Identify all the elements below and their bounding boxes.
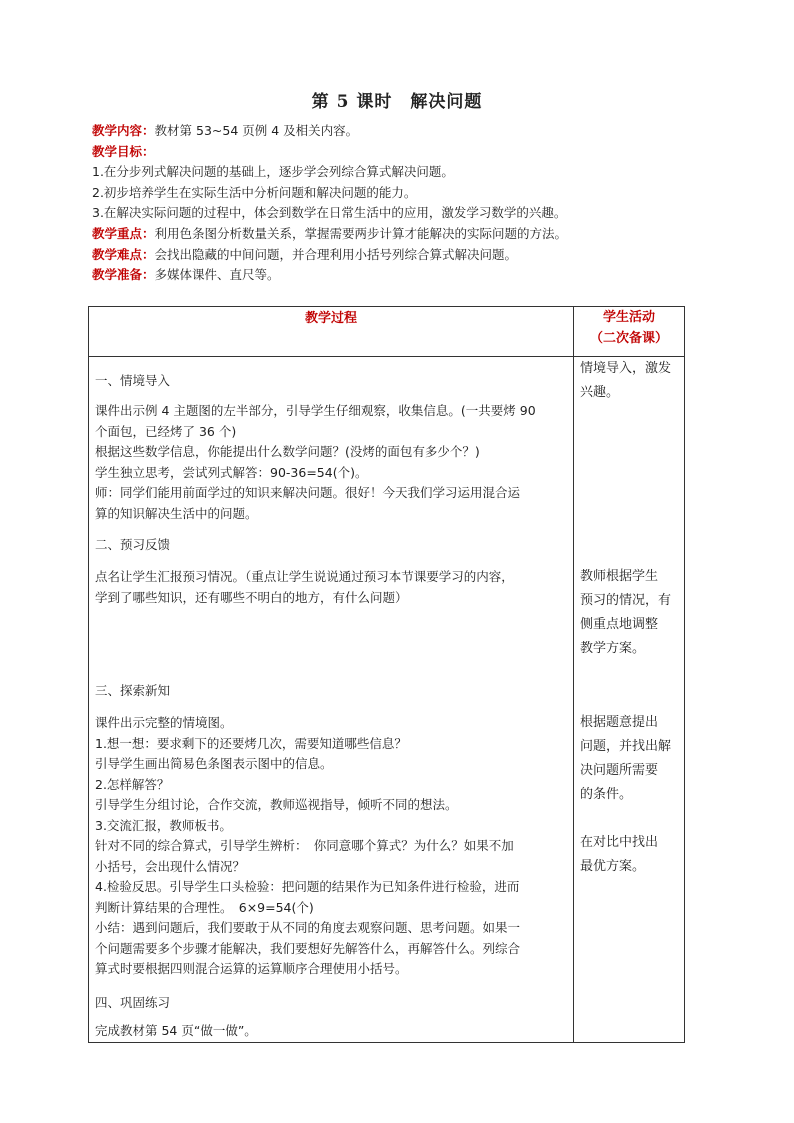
activity-note	[580, 357, 678, 405]
text-line: 学到了哪些知识，还有哪些不明白的地方，有什么问题）	[95, 589, 408, 605]
text-line: 课件出示完整的情境图。	[95, 715, 233, 730]
table-body-row	[89, 357, 685, 1043]
note-line: 问题，并找出解	[580, 739, 672, 754]
key-row	[92, 224, 712, 245]
section-title: 一、情境导入	[95, 373, 171, 388]
goal-item: 1.在分步列式解决问题的基础上，逐步学会列综合算式解决问题。	[92, 164, 454, 180]
text-line: 师：同学们能用前面学过的知识来解决问题。很好！今天我们学习运用混合运	[95, 485, 521, 500]
content-text: 教材第 53~54 页例 4 及相关内容。	[154, 123, 359, 138]
section-title: 四、巩固练习	[95, 995, 171, 1010]
note-line: 预习的情况，有	[580, 593, 672, 608]
text-line: 1.想一想：要求剩下的还要烤几次，需要知道哪些信息？	[95, 735, 407, 751]
table-header-row	[89, 307, 685, 357]
text-line: 2.怎样解答？	[95, 776, 170, 792]
lesson-meta	[92, 121, 712, 286]
note-line: 的条件。	[580, 787, 633, 802]
difficulty-text: 会找出隐藏的中间问题，并合理利用小括号列综合算式解决问题。	[154, 246, 518, 262]
activity-note	[580, 565, 678, 661]
key-label: 教学重点：	[92, 225, 155, 241]
header-side-line-2: （二次备课）	[589, 331, 668, 346]
content-row	[92, 121, 712, 142]
text-line: 点名让学生汇报预习情况。（重点让学生说说通过预习本节课要学习的内容，	[95, 569, 514, 584]
key-text: 利用色条图分析数量关系，掌握需要两步计算才能解决的实际问题的方法。	[154, 225, 568, 241]
section-1-body	[95, 401, 567, 524]
text-line: 个面包，已经烤了 36 个)	[95, 423, 237, 439]
text-line: 针对不同的综合算式，引导学生辨析： 你同意哪个算式？为什么？如果不加	[95, 838, 514, 853]
section-title: 三、探索新知	[95, 683, 171, 698]
section-2-body	[95, 567, 567, 608]
note-line: 最优方案。	[580, 859, 646, 874]
text-line: 引导学生画出简易色条图表示图中的信息。	[95, 756, 333, 771]
section-title: 二、预习反馈	[95, 537, 171, 552]
activity-note	[580, 831, 678, 879]
difficulty-label: 教学难点：	[92, 246, 155, 262]
lesson-table	[88, 306, 685, 1043]
section-4-body	[95, 1021, 567, 1042]
difficulty-row	[92, 245, 712, 266]
section-3-body	[95, 713, 567, 980]
text-line: 根据这些数学信息，你能提出什么数学问题？(没烤的面包有多少个？)	[95, 444, 480, 459]
prep-label: 教学准备：	[92, 267, 155, 283]
note-line: 侧重点地调整	[580, 617, 659, 632]
note-line: 教师根据学生	[580, 569, 659, 584]
student-activity-cell	[574, 357, 685, 1043]
header-side-line-1: 学生活动	[602, 310, 655, 325]
note-line: 教学方案。	[580, 641, 646, 656]
header-student-activity	[574, 307, 685, 357]
content-label: 教学内容：	[92, 123, 155, 138]
note-line: 在对比中找出	[580, 835, 659, 850]
header-teaching-process: 教学过程	[89, 307, 574, 357]
note-line: 兴趣。	[580, 385, 620, 400]
goal-item: 3.在解决实际问题的过程中，体会到数学在日常生活中的应用，激发学习数学的兴趣。	[92, 205, 567, 221]
text-line: 算的知识解决生活中的问题。	[95, 505, 258, 521]
text-line: 引导学生分组讨论，合作交流，教师巡视指导，倾听不同的想法。	[95, 797, 458, 812]
note-line: 情境导入，激发	[580, 361, 672, 376]
page-title: 第 5 课时 解决问题	[311, 92, 483, 112]
note-line: 根据题意提出	[580, 715, 659, 730]
goals-row	[92, 142, 712, 163]
text-line: 学生独立思考，尝试列式解答：90-36=54(个)。	[95, 464, 368, 480]
text-line: 4.检验反思。引导学生口头检验：把问题的结果作为已知条件进行检验，进而	[95, 879, 520, 894]
goal-item: 2.初步培养学生在实际生活中分析问题和解决问题的能力。	[92, 184, 417, 200]
prep-row	[92, 265, 712, 286]
text-line: 小结：遇到问题后，我们要敢于从不同的角度去观察问题、思考问题。如果一	[95, 920, 521, 935]
text-line: 算式时要根据四则混合运算的运算顺序合理使用小括号。	[95, 961, 408, 976]
goals-label: 教学目标：	[92, 143, 155, 159]
prep-text: 多媒体课件、直尺等。	[154, 267, 280, 283]
text-line: 课件出示例 4 主题图的左半部分，引导学生仔细观察，收集信息。(一共要烤 90	[95, 403, 536, 418]
activity-note	[580, 711, 678, 807]
text-line: 完成教材第 54 页“做一做”。	[95, 1023, 257, 1038]
text-line: 判断计算结果的合理性。 6×9=54(个)	[95, 899, 314, 915]
text-line: 3.交流汇报，教师板书。	[95, 817, 232, 833]
text-line: 小括号，会出现什么情况？	[95, 858, 246, 874]
note-line: 决问题所需要	[580, 763, 659, 778]
teaching-process-cell	[89, 357, 574, 1043]
text-line: 个问题需要多个步骤才能解决，我们要想好先解答什么，再解答什么。列综合	[95, 940, 521, 956]
